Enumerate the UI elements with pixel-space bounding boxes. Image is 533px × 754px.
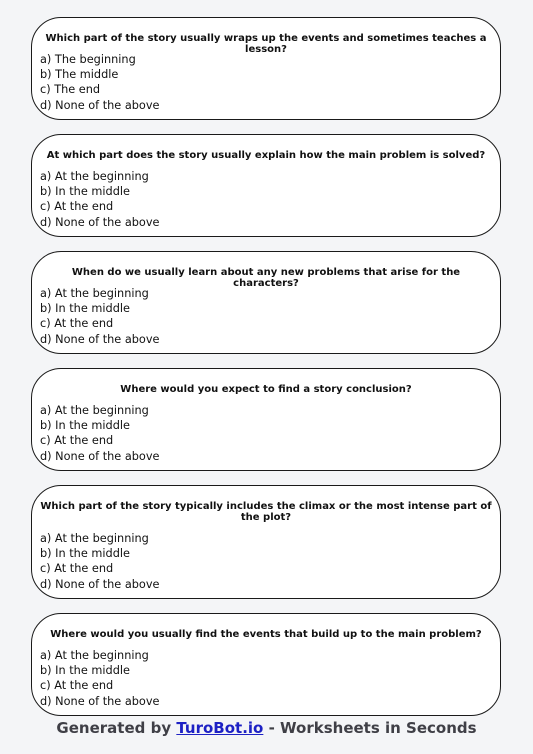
option-d: d) None of the above <box>40 449 160 463</box>
options-list <box>40 648 159 709</box>
footer <box>0 719 533 737</box>
option-b: b) In the middle <box>40 664 130 678</box>
question-text: Where would you usually find the events that build up to the main problem? <box>50 629 482 640</box>
question-text: Which part of the story usually wraps up the events and sometimes teaches a lesson? <box>45 33 487 55</box>
option-a: a) At the beginning <box>40 404 149 417</box>
question-card-1 <box>31 17 501 120</box>
option-b: b) The middle <box>40 68 119 82</box>
options-list <box>40 403 159 464</box>
option-c: c) The end <box>40 83 101 97</box>
question-card-4 <box>31 368 501 471</box>
options-list <box>40 169 159 230</box>
option-c: c) At the end <box>40 562 114 576</box>
option-a: a) At the beginning <box>40 170 149 183</box>
option-d: d) None of the above <box>40 332 160 346</box>
question-card-2 <box>31 134 501 237</box>
question-text: At which part does the story usually explain how the main problem is solved? <box>46 150 486 161</box>
option-a: a) At the beginning <box>40 649 149 662</box>
option-b: b) In the middle <box>40 547 130 561</box>
option-b: b) In the middle <box>40 302 130 316</box>
footer-prefix: Generated by <box>56 719 177 737</box>
option-a: a) At the beginning <box>40 287 149 300</box>
options-list <box>40 52 159 113</box>
option-b: b) In the middle <box>40 419 130 433</box>
option-a: a) The beginning <box>40 53 136 66</box>
options-list <box>40 531 159 592</box>
option-c: c) At the end <box>40 679 114 693</box>
option-b: b) In the middle <box>40 185 130 199</box>
option-d: d) None of the above <box>40 577 160 591</box>
question-text: Which part of the story typically includes the climax or the most intense part of the plot? <box>40 501 492 523</box>
option-d: d) None of the above <box>40 694 160 708</box>
question-card-3 <box>31 251 501 354</box>
option-a: a) At the beginning <box>40 532 149 545</box>
option-c: c) At the end <box>40 317 114 331</box>
question-text: When do we usually learn about any new problems that arise for the characters? <box>71 267 461 289</box>
option-c: c) At the end <box>40 200 114 214</box>
question-card-6 <box>31 613 501 716</box>
option-c: c) At the end <box>40 434 114 448</box>
options-list <box>40 286 159 347</box>
question-text: Where would you expect to find a story conclusion? <box>120 384 412 395</box>
question-card-5 <box>31 485 501 599</box>
turobot-link[interactable]: TuroBot.io <box>176 719 264 737</box>
footer-suffix: - Worksheets in Seconds <box>263 719 477 737</box>
option-d: d) None of the above <box>40 98 160 112</box>
option-d: d) None of the above <box>40 215 160 229</box>
